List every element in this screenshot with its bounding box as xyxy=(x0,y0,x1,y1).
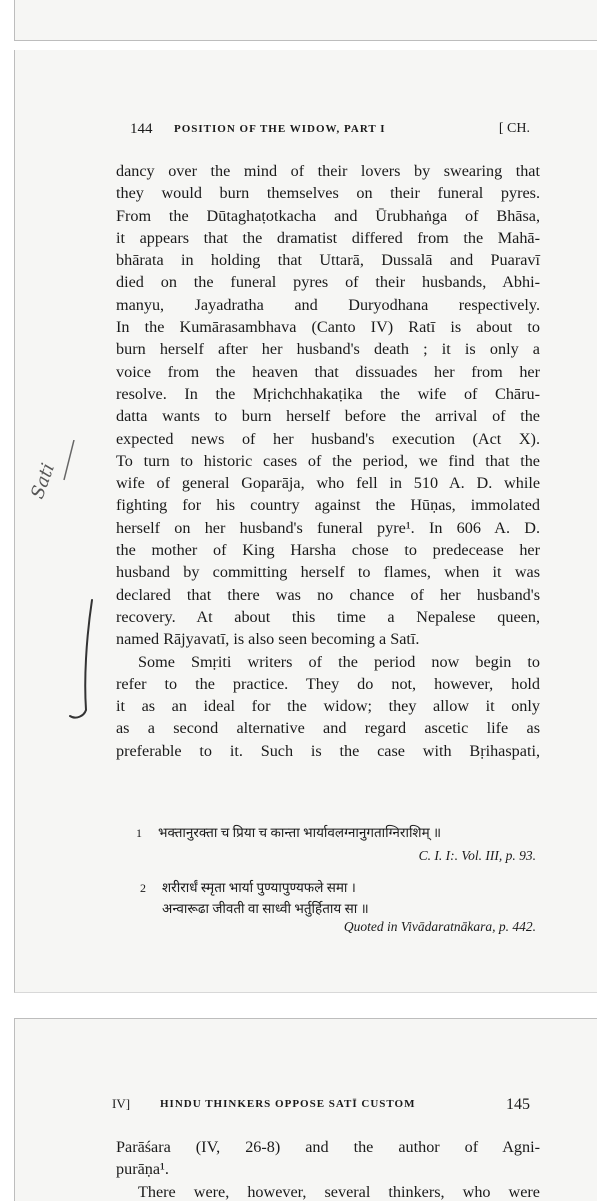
footnote-sanskrit: शरीरार्धं स्मृता भार्या पुण्यापुण्यफले समा । xyxy=(162,880,356,895)
chapter-marker: [ CH. xyxy=(498,121,530,136)
text-line: husband by committing herself to flames, when it was xyxy=(116,563,540,582)
text-line: herself on her husband's funeral pyre¹. In 606 A. D. xyxy=(116,518,540,537)
footnote-2-line-2: अन्वारूढा जीवती वा साध्वी भर्तुर्हिताय सा ॥ xyxy=(162,901,369,916)
text-line: it as an ideal for the widow; they allow it only xyxy=(116,697,540,716)
running-title: POSITION OF THE WIDOW, PART I xyxy=(174,123,386,135)
text-line: died on the funeral pyres of their husbands, Abhi- xyxy=(116,273,540,292)
text-line: To turn to historic cases of the period, we find that the xyxy=(116,451,540,470)
text-line: Parāśara (IV, 26-8) and the author of Agni- xyxy=(116,1138,540,1156)
text-line: they would burn themselves on their funeral pyres. xyxy=(116,184,540,203)
margin-tick xyxy=(64,440,74,480)
footnote-number: 2 xyxy=(140,881,146,895)
text-line: datta wants to burn herself before the arrival of the xyxy=(116,407,540,426)
text-line: fighting for his country against the Hūṇas, immolated xyxy=(116,496,540,515)
body-text-145 xyxy=(116,1136,540,1203)
footnote-sanskrit: भक्तानुरक्ता च प्रिया च कान्ता भार्यावलग्नानुगताग्निराशिम् ॥ xyxy=(158,825,442,840)
text-line: as a second alternative and regard ascetic life as xyxy=(116,719,540,738)
text-line: manyu, Jayadratha and Duryodhana respectively. xyxy=(116,295,540,314)
text-line: refer to the practice. They do not, however, hold xyxy=(116,674,540,693)
footnote-2 xyxy=(140,878,356,896)
running-title: HINDU THINKERS OPPOSE SATĪ CUSTOM xyxy=(160,1098,416,1110)
footnote-2-source: Quoted in Vivādaratnākara, p. 442. xyxy=(343,919,536,934)
text-line: purāṇa¹. xyxy=(116,1160,169,1179)
text-line: From the Dūtaghaṭotkacha and Ūrubhaṅga of Bhāsa, xyxy=(116,206,540,225)
text-line: wife of general Goparāja, who fell in 510 A. D. while xyxy=(116,474,540,493)
text-line: bhārata in holding that Uttarā, Dussalā and Puaravī xyxy=(116,251,540,270)
margin-bracket xyxy=(70,600,92,718)
page-number: 145 xyxy=(506,1096,530,1113)
text-line: Some Smṛiti writers of the period now begin to xyxy=(138,652,540,671)
text-line: the mother of King Harsha chose to predecease her xyxy=(116,541,540,560)
previous-page-fragment xyxy=(14,0,597,41)
text-line: recovery. At about this time a Nepalese queen, xyxy=(116,607,540,626)
text-line: it appears that the dramatist differed from the Mahā- xyxy=(116,228,540,247)
footnote-1 xyxy=(136,823,536,841)
text-line: voice from the heaven that dissuades her from her xyxy=(116,362,540,381)
text-line: named Rājyavatī, is also seen becoming a Satī. xyxy=(116,630,420,649)
text-line: burn herself after her husband's death ; it is only a xyxy=(116,340,540,359)
text-line: resolve. In the Mṛichchhakaṭika the wife of Chāru- xyxy=(116,384,540,403)
text-line: declared that there was no chance of her husband's xyxy=(116,585,540,604)
text-line: preferable to it. Such is the case with Bṛihaspati, xyxy=(116,741,540,760)
handwritten-margin-annotation xyxy=(24,440,104,740)
page-number: 144 xyxy=(130,121,153,137)
running-head-145 xyxy=(112,1096,530,1118)
footnote-1-source: C. I. I:. Vol. III, p. 93. xyxy=(418,848,536,863)
text-line: expected news of her husband's execution (Act X). xyxy=(116,429,540,448)
footnote-number: 1 xyxy=(136,826,142,840)
running-head-144 xyxy=(130,121,530,143)
text-line: There were, however, several thinkers, who were xyxy=(138,1182,540,1201)
margin-note-text: Sati xyxy=(26,460,60,502)
body-text-144 xyxy=(116,160,540,762)
text-line: dancy over the mind of their lovers by swearing that xyxy=(116,162,540,180)
text-line: In the Kumārasambhava (Canto IV) Ratī is about to xyxy=(116,318,540,337)
chapter-marker: IV] xyxy=(112,1096,131,1111)
